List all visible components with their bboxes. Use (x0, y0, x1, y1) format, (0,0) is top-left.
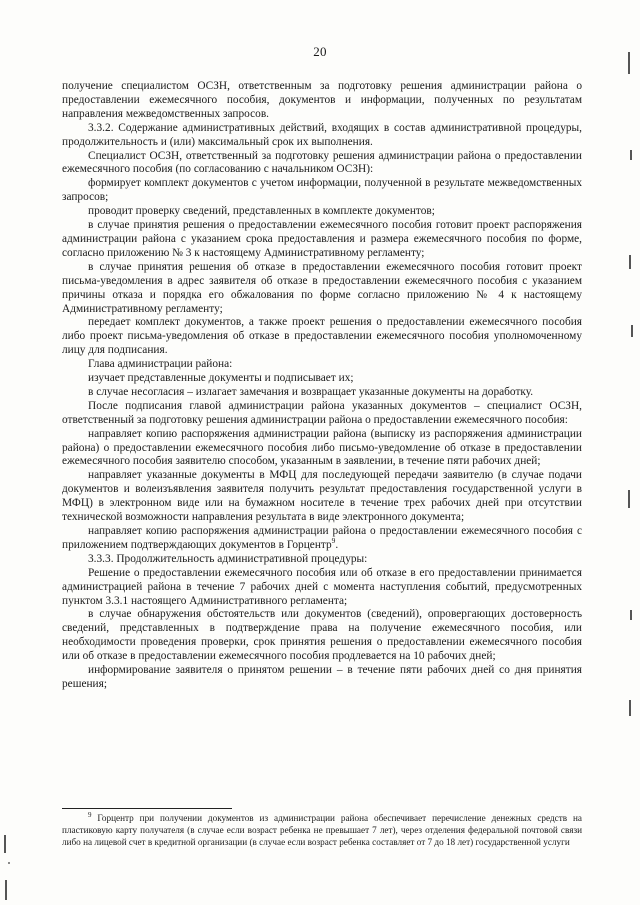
paragraph: Решение о предоставлении ежемесячного пособия или об отказе в его предоставлении принимается администрацией района в течение 7 рабочих дней с момента наступления событий, предусмотренных пунктом 3.3.1 настоящего Административного регламента; (62, 566, 582, 607)
footnote-text: $^9$ Горцентр при получении документов из администрации района обеспечивает перечисление денежных средств на пластиковую карту получателя (в случае если возраст ребенка не превышает 7 лет), через отделения федеральной почтовой связи либо на лицевой счет в кредитной организации (в случае если возраст ребенка составляет от 7 до 18 лет) государственной услуги (62, 810, 582, 848)
footnote-separator (62, 808, 232, 809)
scan-dot (8, 862, 10, 864)
paragraph: направляет копию распоряжения администрации района о предоставлении ежемесячного пособия с приложением подтверждающих документов в Горцентр$^9$. (62, 525, 582, 551)
page-number: 20 (313, 44, 327, 59)
paragraph: получение специалистом ОСЗН, ответственным за подготовку решения администрации района о предоставлении ежемесячного пособия, документов и информации, полученных по результатам направления межведомственных запросов. (62, 80, 582, 120)
paragraph: 3.3.2. Содержание административных действий, входящих в состав административной процедуры, продолжительность и (или) максимальный срок их выполнения. (62, 121, 582, 148)
scan-edge-mark (5, 880, 7, 900)
paragraph: 3.3.3. Продолжительность административной процедуры: (88, 552, 368, 565)
paragraph: Глава администрации района: (88, 358, 233, 371)
paragraph: в случае принятия решения о предоставлении ежемесячного пособия готовит проект распоряжения администрации района с указанием срока предоставления и размера ежемесячного пособия по форме, согласно приложению № 3 к настоящему Административному регламенту; (62, 219, 582, 259)
paragraph: информирование заявителя о принятом решении – в течение пяти рабочих дней со дня принятия решения; (62, 664, 582, 690)
paragraph: в случае несогласия – излагает замечания и возвращает указанные документы на доработку. (88, 385, 534, 398)
scan-edge-mark (4, 835, 6, 853)
paragraph: Специалист ОСЗН, ответственный за подготовку решения администрации района о предоставлении ежемесячного пособия (по согласованию с начальником ОСЗН): (62, 149, 582, 176)
scan-edge-mark (631, 325, 633, 337)
paragraph: направляет указанные документы в МФЦ для последующей передачи заявителю (в случае подачи документов и волеизъявления заявителя получить результат предоставления государственной услуги в МФЦ) в электронном виде или на бумажном носителе в течение трех рабочих дней при отсутствии технической возможности направления результата в виде электронного документа; (62, 469, 582, 524)
paragraph: в случае обнаружения обстоятельств или документов (сведений), опровергающих достоверность сведений, представленных в подтверждение права на получение ежемесячного пособия, или необходимости проведения проверки, срок принятия решения о предоставлении ежемесячного пособия или об отказе в предоставлении ежемесячного пособия продлевается на 10 рабочих дней; (62, 608, 582, 663)
footnote-marker: 9 (88, 810, 92, 819)
paragraph: изучает представленные документы и подписывает их; (88, 372, 354, 385)
paragraph: в случае принятия решения об отказе в предоставлении ежемесячного пособия готовит проект письма-уведомления в адрес заявителя об отказе в предоставлении ежемесячного пособия с указанием причины отказа и порядка его обжалования по форме согласно приложению № 4 к настоящему Административному регламенту; (62, 260, 582, 315)
scan-edge-mark (629, 255, 631, 269)
scan-edge-mark (629, 700, 631, 716)
scan-edge-mark (630, 610, 632, 620)
body-text (62, 80, 582, 692)
footnote-reference: 9 (331, 536, 336, 546)
paragraph: передает комплект документов, а также проект решения о предоставлении ежемесячного пособия либо проект письма-уведомления об отказе в предоставлении ежемесячного пособия уполномоченному лицу для подписания. (62, 316, 582, 357)
scan-edge-mark (630, 150, 632, 160)
footnote (62, 812, 582, 849)
scan-edge-mark (628, 52, 630, 74)
paragraph: направляет копию распоряжения администрации района (выписку из распоряжения администрации района) о предоставлении ежемесячного пособия либо письмо-уведомление об отказе в предоставлении ежемесячного пособия заявителю способом, указанным в заявлении, в течение пяти рабочих дней; (62, 427, 582, 468)
paragraph: После подписания главой администрации района указанных документов – специалист ОСЗН, ответственный за подготовку решения администрации района о предоставлении ежемесячного пособия: (62, 399, 582, 426)
scan-edge-mark (628, 490, 630, 508)
paragraph: проводит проверку сведений, представленных в комплекте документов; (88, 205, 435, 218)
paragraph: формирует комплект документов с учетом информации, полученной в результате межведомственных запросов; (62, 177, 582, 204)
